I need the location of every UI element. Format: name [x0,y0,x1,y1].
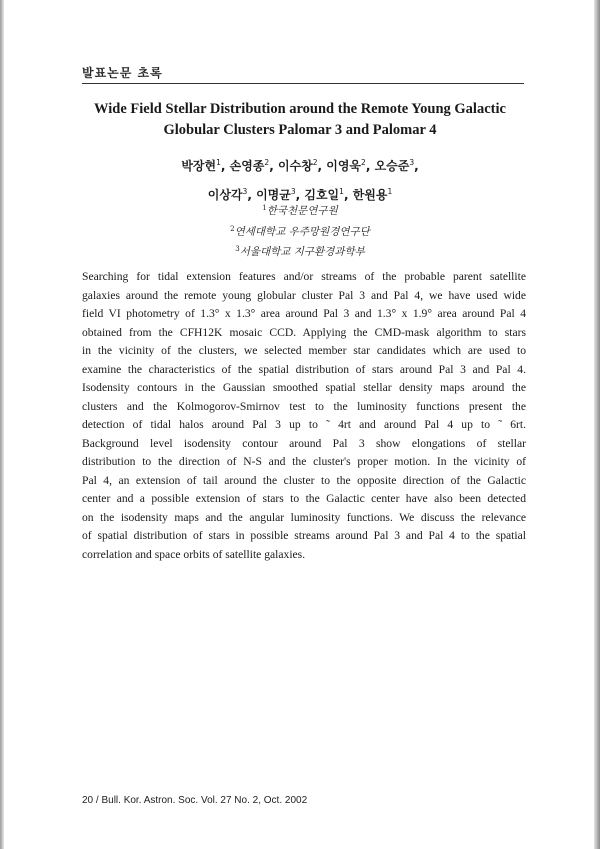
abstract-line: of spatial distribution of stars in possible streams around Pal 3 and Pal 4 to the spatial [82,529,526,542]
author: 이상각$^3$ [207,187,248,202]
abstract-line: clusters and the Kolmogorov-Smirnov test to the luminosity functions present the [82,399,526,413]
author: 손영종$^2$ [229,158,270,173]
abstract-line: Isodensity contours in the Gaussian smoothed spatial stellar density maps around the [82,381,526,394]
author: 한원용$^1$ [352,187,393,202]
abstract-line: on the isodensity maps and the angular luminosity functions. We discuss the relevance [82,510,526,524]
author: 오승준$^3$ [374,158,415,173]
abstract-line: field VI photometry of 1.3° x 1.3° area around Pal 3 and 1.3° x 1.9° area around Pal 4 [82,307,526,320]
journal-footer: 20 / Bull. Kor. Astron. Soc. Vol. 27 No. 2, Oct. 2002 [82,795,308,806]
abstract-line: detection of tidal halos around Pal 3 up to ˜ 4rt and around Pal 4 up to ˜ 6rt. [82,418,526,431]
header-rule [82,83,524,84]
paper-title-line-1: Wide Field Stellar Distribution around the Remote Young Galactic [94,101,506,117]
affiliation: $^1$한국천문연구원 [262,204,338,217]
abstract-line: Pal 4, an extension of tail around the cluster to the opposite direction of the Galactic [82,473,526,487]
abstract-line: in the vicinity of the clusters, we selected member star candidates which are used to [82,344,526,357]
affiliation-list [70,200,530,262]
author: 이수창$^2$ [277,158,318,173]
abstract-line: Searching for tidal extension features and/or streams of the probable parent satellite [82,270,526,283]
affiliation: $^3$서울대학교 지구환경과학부 [235,245,365,258]
abstract-line: Background level isodensity contour around Pal 3 show elongations of stellar [82,436,526,450]
abstract-line: distribution to the direction of N-S and the cluster's proper motion. In the vicinity of [82,455,526,468]
abstract-body [82,268,526,564]
section-header: 발표논문 초록 [82,66,163,80]
author: 이영욱$^2$ [326,158,366,173]
abstract-line: center and a possible extension of stars to the Galactic center have also been detected [82,492,526,505]
author-line-1: 박장현$^1$, 손영종$^2$, 이수창$^2$, 이영욱$^2$, 오승준$^3$, [181,158,419,173]
affiliation: $^2$연세대학교 우주망원경연구단 [230,224,370,238]
abstract-line: obtained from the CFH12K mosaic CCD. Applying the CMD-mask algorithm to stars [82,325,526,339]
abstract-line: galaxies around the remote young globular cluster Pal 3 and Pal 4, we have used wide [82,288,526,302]
author: 박장현$^1$ [181,158,221,173]
author: 김호일$^1$ [304,187,344,202]
scan-edge-right [594,0,600,849]
abstract-line: correlation and space orbits of satellite galaxies. [82,547,306,561]
abstract-line: examine the characteristics of the spatial distribution of stars around Pal 3 and Pal 4. [82,362,526,376]
author: 이명균$^3$ [256,187,296,202]
paper-title-line-2: Globular Clusters Palomar 3 and Palomar 4 [163,122,437,138]
scan-edge-left [0,0,4,849]
author-line-2: 이상각$^3$, 이명균$^3$, 김호일$^1$, 한원용$^1$ [207,187,393,202]
paper-title [70,99,530,141]
